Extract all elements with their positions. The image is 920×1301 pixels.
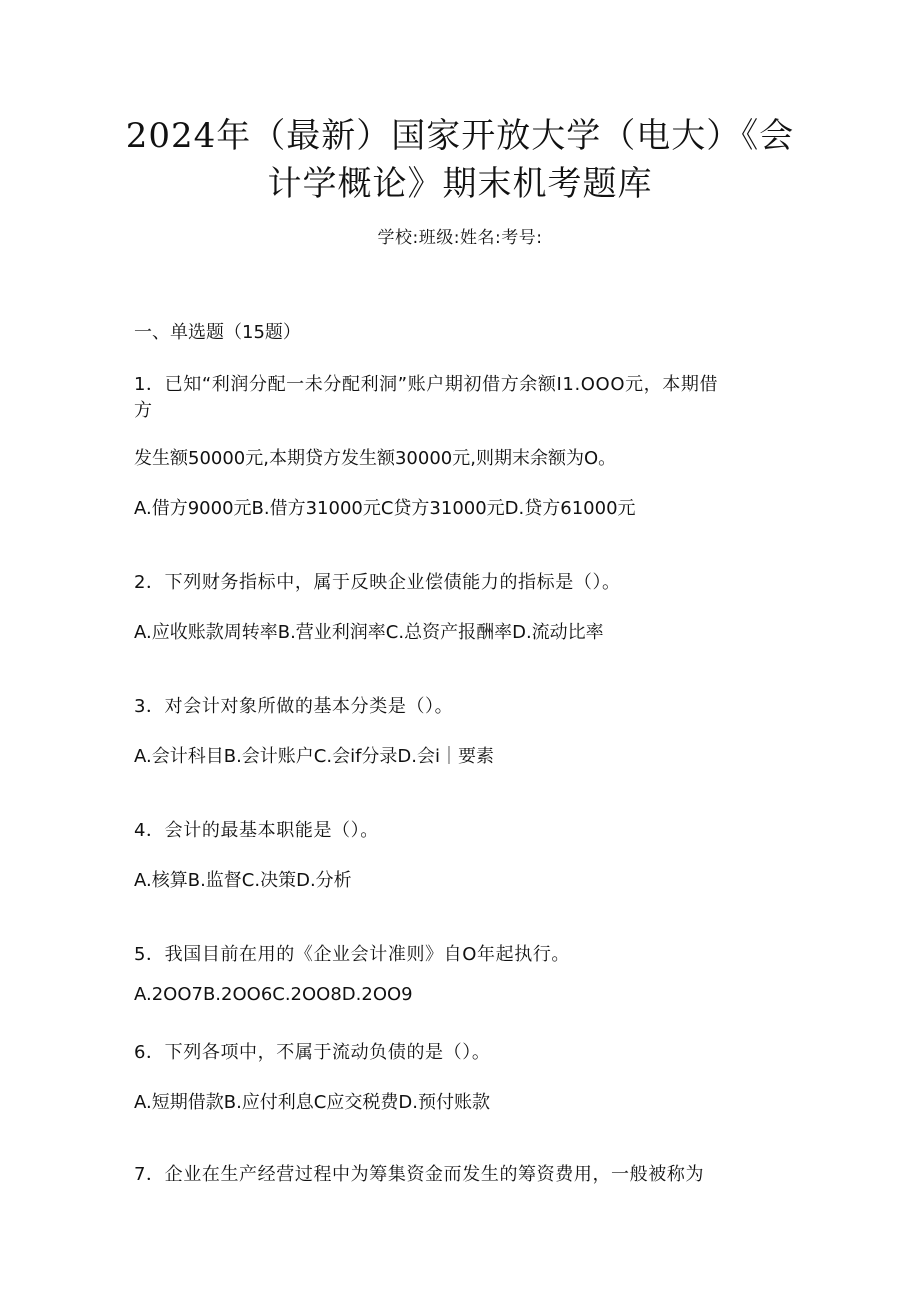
section-heading: 一、单选题（15题） <box>134 322 301 343</box>
question-6-text: 6．下列各项中，不属于流动负债的是（）。 <box>134 1042 491 1063</box>
student-info-line: 学校:班级:姓名:考号: <box>377 228 543 248</box>
question-2-text: 2．下列财务指标中，属于反映企业偿债能力的指标是（）。 <box>134 572 621 593</box>
question-3-text: 3．对会计对象所做的基本分类是（）。 <box>134 696 454 717</box>
question-5-options: A.2OO7B.2OO6C.2OO8D.2OO9 <box>134 984 413 1005</box>
document-title-line-1: 2024年（最新）国家开放大学（电大）《会 <box>125 116 795 156</box>
question-7-text: 7．企业在生产经营过程中为筹集资金而发生的筹资费用，一般被称为 <box>134 1164 705 1185</box>
question-2-options: A.应收账款周转率B.营业利润率C.总资产报酬率D.流动比率 <box>134 622 604 643</box>
question-1-text-line-1: 1．已知“利润分配一未分配利洞”账户期初借方余额I1.OOO元，本期借 <box>134 374 719 395</box>
question-4-text: 4．会计的最基本职能是（）。 <box>134 820 379 841</box>
question-4-options: A.核算B.监督C.决策D.分析 <box>134 870 352 891</box>
question-5-text: 5．我国目前在用的《企业会计准则》自O年起执行。 <box>134 944 571 965</box>
question-6-options: A.短期借款B.应付利息C应交税费D.预付账款 <box>134 1092 490 1113</box>
document-title-line-2: 计学概论》期末机考题库 <box>267 164 653 204</box>
question-1-text-line-2: 方 <box>134 400 153 421</box>
question-3-options: A.会计科目B.会计账户C.会if分录D.会i｜要素 <box>134 746 494 767</box>
question-1-text-line-3: 发生额50000元,本期贷方发生额30000元,则期末余额为O。 <box>134 448 617 469</box>
question-1-options: A.借方9000元B.借方31000元C贷方31000元D.贷方61000元 <box>134 498 636 519</box>
